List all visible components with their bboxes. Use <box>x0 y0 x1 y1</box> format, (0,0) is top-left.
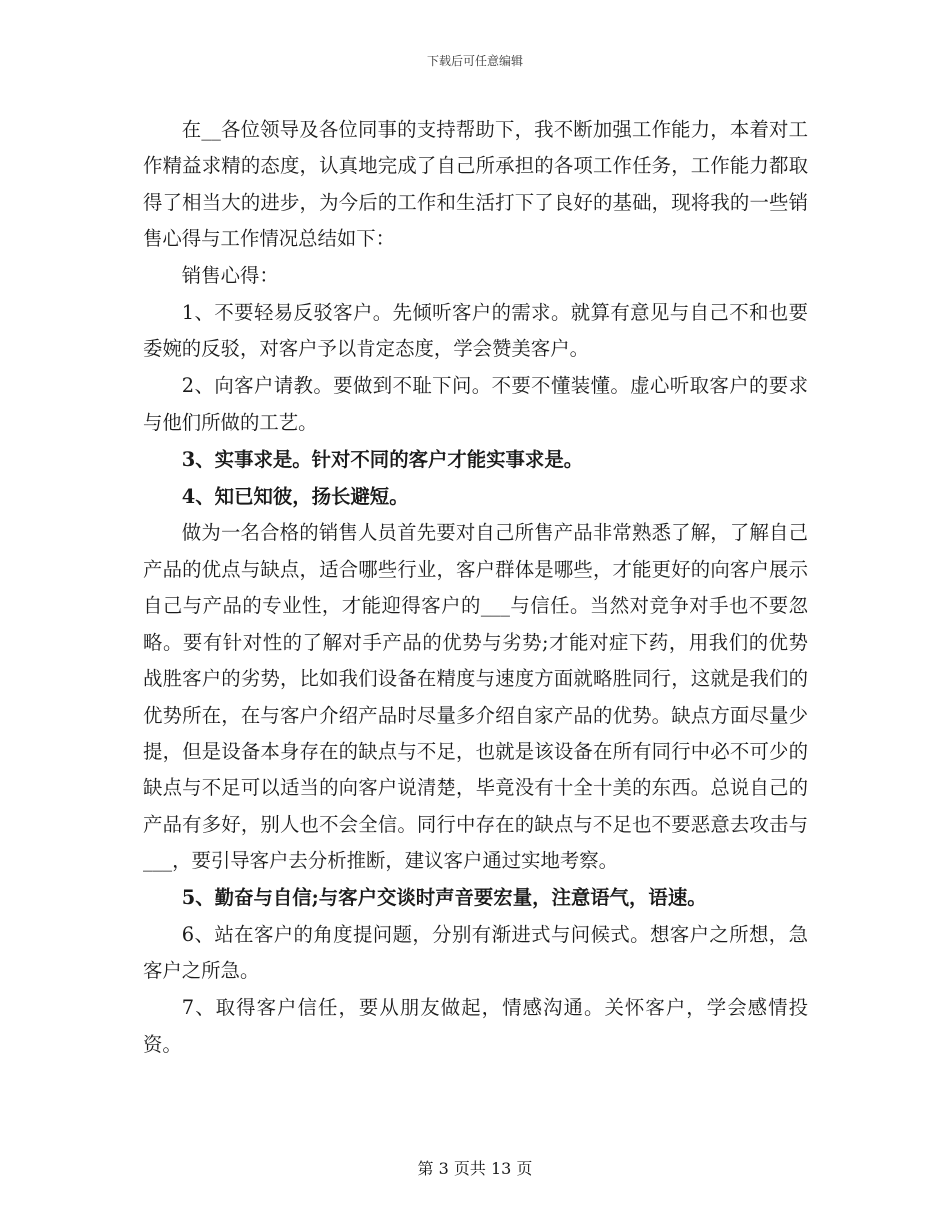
page-header-note: 下载后可任意编辑 <box>426 54 523 68</box>
paragraph-point-4: 4、知已知彼，扬长避短。 <box>181 484 409 508</box>
paragraph-point-3: 3、实事求是。针对不同的客户才能实事求是。 <box>181 447 584 471</box>
paragraph-point-1: 1、不要轻易反驳客户。先倾听客户的需求。就算有意见与自己不和也要委婉的反驳，对客户予以肯定态度，学会赞美客户。 <box>143 301 808 361</box>
document-body <box>143 112 808 1064</box>
paragraph-point-2: 2、向客户请教。要做到不耻下问。不要不懂装懂。虚心听取客户的要求与他们所做的工艺。 <box>143 374 808 434</box>
paragraph-intro: 在__各位领导及各位同事的支持帮助下，我不断加强工作能力，本着对工作精益求精的态度，认真地完成了自己所承担的各项工作任务，工作能力都取得了相当大的进步，为今后的工作和生活打下了良好的基础，现将我的一些销售心得与工作情况总结如下： <box>143 118 808 251</box>
paragraph-sales-insights-heading: 销售心得： <box>181 264 279 288</box>
page-number: 第 3 页共 13 页 <box>417 1159 533 1178</box>
paragraph-point-4-detail: 做为一名合格的销售人员首先要对自己所售产品非常熟悉了解，了解自己产品的优点与缺点，适合哪些行业，客户群体是哪些，才能更好的向客户展示自己与产品的专业性，才能迎得客户的___与信任。当然对竞争对手也不要忽略。要有针对性的了解对手产品的优势与劣势;才能对症下药，用我们的优势战胜客户的劣势，比如我们设备在精度与速度方面就略胜同行，这就是我们的优势所在，在与客户介绍产品时尽量多介绍自家产品的优势。缺点方面尽量少提，但是设备本身存在的缺点与不足，也就是该设备在所有同行中必不可少的缺点与不足可以适当的向客户说清楚，毕竟没有十全十美的东西。总说自己的产品有多好，别人也不会全信。同行中存在的缺点与不足也不要恶意去攻击与___，要引导客户去分析推断，建议客户通过实地考察。 <box>143 521 808 873</box>
paragraph-point-5: 5、勤奋与自信;与客户交谈时声音要宏量，注意语气，语速。 <box>181 886 707 910</box>
paragraph-point-6: 6、站在客户的角度提问题，分别有渐进式与问候式。想客户之所想，急客户之所急。 <box>143 922 808 983</box>
paragraph-point-7: 7、取得客户信任，要从朋友做起，情感沟通。关怀客户，学会感情投资。 <box>143 996 808 1056</box>
